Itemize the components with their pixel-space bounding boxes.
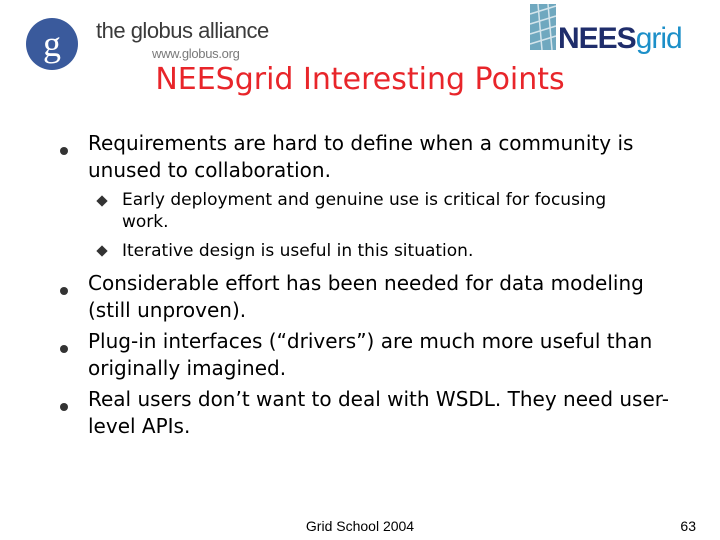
bullet-dot-icon [60, 287, 68, 295]
subbullet-diamond-icon [96, 245, 107, 256]
neesgrid-logo [528, 4, 718, 56]
bullet-1: Requirements are hard to define when a community is unused to collaboration. [88, 131, 634, 182]
bullet-4: Real users don’t want to deal with WSDL. They need user-level APIs. [88, 387, 669, 438]
globus-name: the globus alliance [96, 18, 269, 43]
bullet-3: Plug-in interfaces (“drivers”) are much more useful than originally imagined. [88, 329, 653, 380]
neesgrid-wordmark-suffix: grid [635, 22, 682, 55]
bullet-dot-icon [60, 403, 68, 411]
bullet-dot-icon [60, 345, 68, 353]
neesgrid-wordmark [558, 24, 682, 54]
subbullet-1: Early deployment and genuine use is critical for focusing work. [122, 190, 607, 232]
subbullet-2: Iterative design is useful in this situation. [122, 241, 474, 261]
subbullet-diamond-icon [96, 195, 107, 206]
bullet-2: Considerable effort has been needed for data modeling (still unproven). [88, 271, 644, 322]
globus-g-glyph: g [43, 24, 61, 64]
page-number: 63 [680, 518, 696, 534]
footer-title: Grid School 2004 [305, 518, 415, 534]
slide-title: NEESgrid Interesting Points [155, 62, 565, 97]
neesgrid-wordmark-main: NEES [558, 22, 636, 55]
bullet-dot-icon [60, 147, 68, 155]
globus-url: www.globus.org [152, 46, 240, 61]
